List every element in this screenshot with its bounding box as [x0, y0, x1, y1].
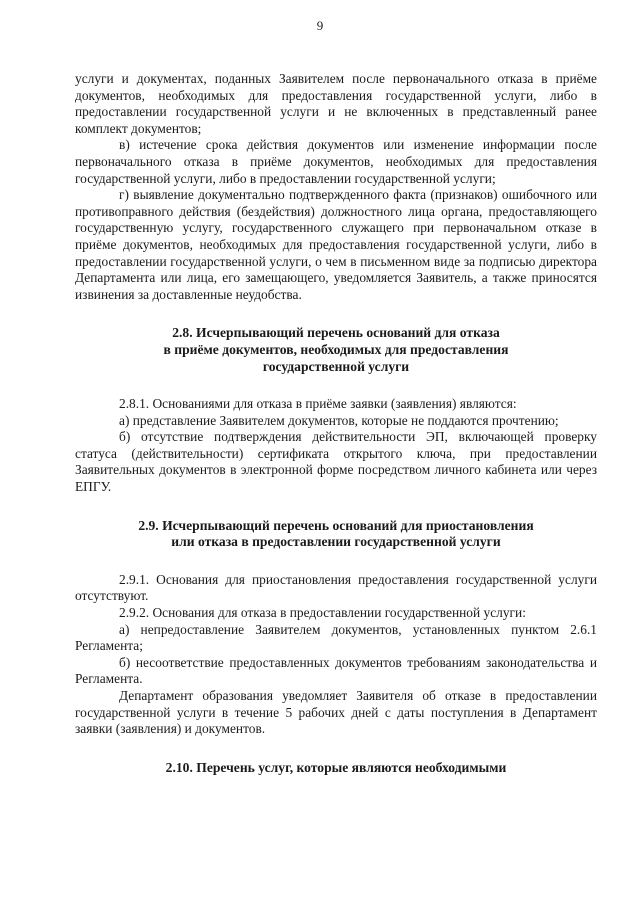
paragraph-item-a: а) представление Заявителем документов, которые не поддаются прочтению; [119, 412, 559, 428]
heading-line: государственной услуги [262, 358, 410, 374]
section-heading-2-10 [75, 760, 597, 777]
paragraph-continuation: услуги и документах, поданных Заявителем после первоначального отказа в приёме документов, необходимых для предоставления государственной услуги, либо в предоставлении государственной услуги и не включенных в представленный ранее комплект документов; [75, 71, 597, 136]
document-body [75, 71, 597, 776]
paragraph-item-g: г) выявление документально подтвержденного факта (признаков) ошибочного или противоправного действия (бездействия) должностного лица органа, предоставляющего государственную услугу, государственного служащего при первоначальном отказе в приёме документов, необходимых для предоставления государственной услуги, либо в предоставлении государственной услуги, о чем в письменном виде за подписью директора Департамента или лица, его замещающего, уведомляется Заявитель, а также приносятся извинения за доставленные неудобства. [75, 187, 597, 302]
heading-line: 2.9. Исчерпывающий перечень оснований для приостановления [138, 517, 534, 533]
paragraph-2-9-2: 2.9.2. Основания для отказа в предоставлении государственной услуги: [119, 605, 526, 621]
paragraph-2-9-1: 2.9.1. Основания для приостановления предоставления государственной услуги отсутствуют. [75, 571, 597, 604]
paragraph-item-v: в) истечение срока действия документов или изменение информации после первоначального отказа в приёме документов, необходимых для предоставления государственной услуги, либо в предоставлении государственной услуги; [75, 137, 597, 186]
heading-line: или отказа в предоставлении государственной услуги [171, 534, 501, 550]
paragraph-item-b: б) отсутствие подтверждения действительности ЭП, включающей проверку статуса (действительности) сертификата открытого ключа, при предоставлении Заявительных документов в электронной форме посредством личного кабинета или через ЕПГУ. [75, 429, 597, 495]
paragraph-2-8-1: 2.8.1. Основаниями для отказа в приёме заявки (заявления) являются: [119, 396, 517, 412]
paragraph-notification: Департамент образования уведомляет Заявителя об отказе в предоставлении государственной услуги в течение 5 рабочих дней с даты поступления в Департамент заявки (заявления) и документов. [75, 688, 597, 737]
heading-line: 2.8. Исчерпывающий перечень оснований для отказа [172, 325, 500, 341]
paragraph-item-b: б) несоответствие предоставленных документов требованиям законодательства и Регламента. [75, 654, 597, 687]
section-heading-2-9 [75, 518, 597, 551]
heading-line: 2.10. Перечень услуг, которые являются необходимыми [165, 759, 507, 775]
heading-line: в приёме документов, необходимых для предоставления [163, 341, 509, 357]
section-heading-2-8 [75, 325, 597, 375]
paragraph-item-a: а) непредоставление Заявителем документов, установленных пунктом 2.6.1 Регламента; [75, 621, 597, 654]
page-number: 9 [316, 18, 324, 33]
